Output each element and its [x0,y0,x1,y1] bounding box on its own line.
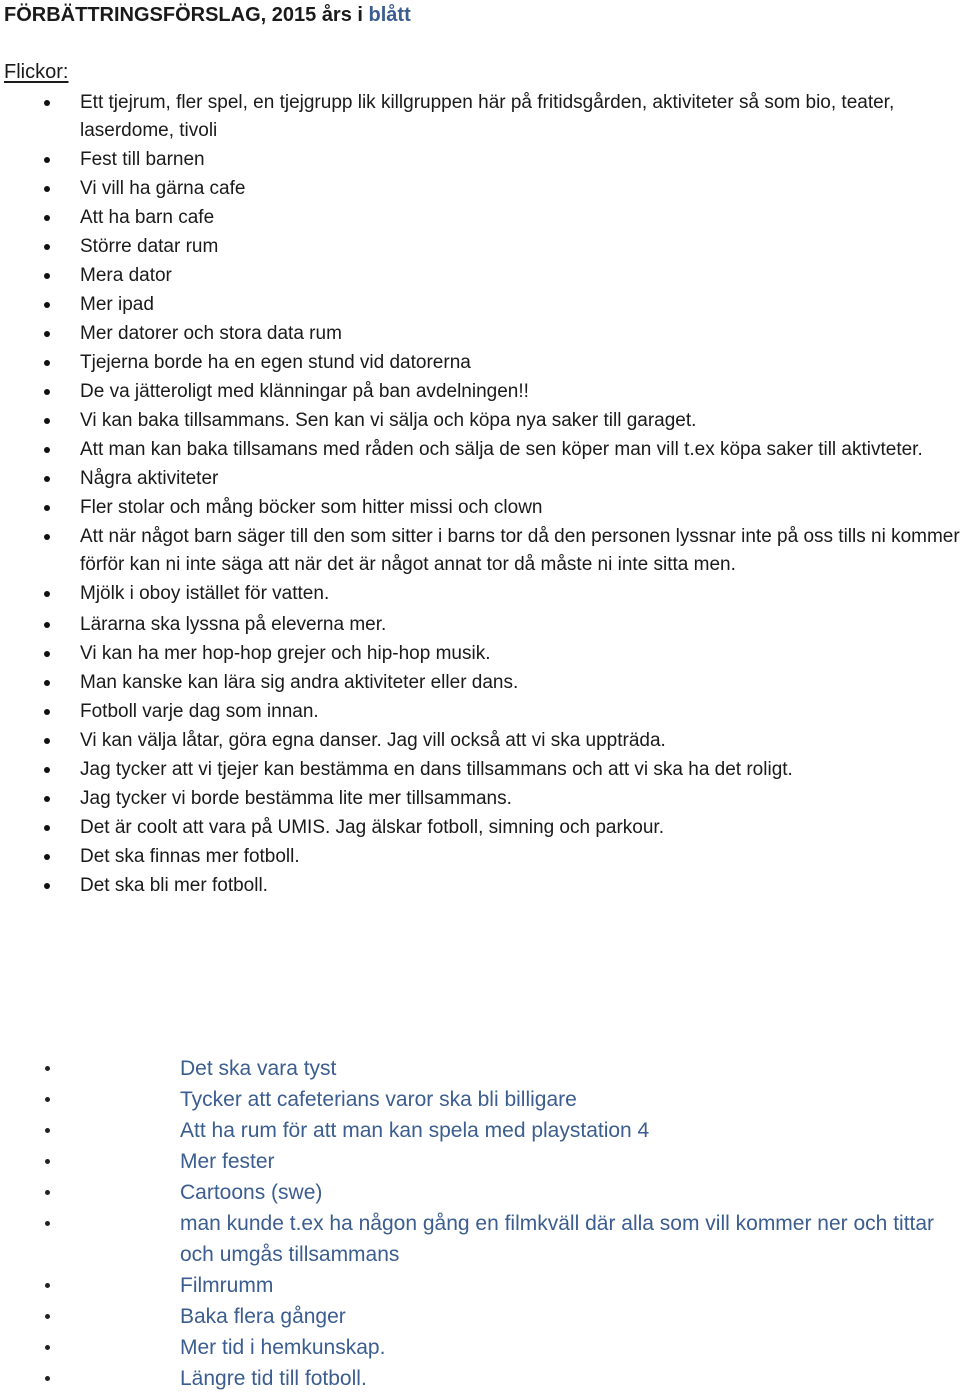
list-item: Tjejerna borde ha en egen stund vid datorerna [0,349,960,377]
suggestions-list-blue [0,1053,960,1394]
list-item: Att ha rum för att man kan spela med playstation 4 [0,1115,960,1146]
list-item: Mer datorer och stora data rum [0,320,960,348]
list-item: Vi vill ha gärna cafe [0,175,960,203]
list-item: Att ha barn cafe [0,204,960,232]
list-item: Mer ipad [0,291,960,319]
list-item: Jag tycker vi borde bestämma lite mer tillsammans. [0,785,960,813]
list-item: Mer fester [0,1146,960,1177]
list-item: Fest till barnen [0,146,960,174]
list-item: Några aktiviteter [0,465,960,493]
list-item: Det ska bli mer fotboll. [0,872,960,900]
list-item: man kunde t.ex ha någon gång en filmkväll där alla som vill kommer ner och tittar och umgås tillsammans [0,1208,960,1270]
suggestions-list-black [0,89,960,901]
title-blue-word: blått [368,4,411,26]
list-item: Att man kan baka tillsamans med råden och sälja de sen köper man vill t.ex köpa saker till aktivteter. [0,436,960,464]
list-item: Mjölk i oboy istället för vatten. [0,580,960,608]
list-item: Ett tjejrum, fler spel, en tjejgrupp lik killgruppen här på fritidsgården, aktiviteter så som bio, teater, laserdome, tivoli [0,89,960,145]
list-item: Det ska finnas mer fotboll. [0,843,960,871]
list-item: Jag tycker att vi tjejer kan bestämma en dans tillsammans och att vi ska ha det roligt. [0,756,960,784]
list-item: Att när något barn säger till den som sitter i barns tor då den personen lyssnar inte på oss tills ni kommer förför kan ni inte säga att när det är något annat tor då måste ni inte sitta men. [0,523,960,579]
list-item: Det ska vara tyst [0,1053,960,1084]
list-item: Tycker att cafeterians varor ska bli billigare [0,1084,960,1115]
list-item: Lärarna ska lyssna på eleverna mer. [0,611,960,639]
list-item: Mer tid i hemkunskap. [0,1332,960,1363]
list-item: Fler stolar och mång böcker som hitter missi och clown [0,494,960,522]
list-item: Cartoons (swe) [0,1177,960,1208]
title-main: FÖRBÄTTRINGSFÖRSLAG, 2015 års i [4,4,363,26]
list-item: Vi kan välja låtar, göra egna danser. Jag vill också att vi ska uppträda. [0,727,960,755]
list-item: Fotboll varje dag som innan. [0,698,960,726]
list-item: Filmrumm [0,1270,960,1301]
list-item: Mera dator [0,262,960,290]
list-item: Baka flera gånger [0,1301,960,1332]
list-item: Längre tid till fotboll. [0,1363,960,1394]
list-item: Vi kan ha mer hop-hop grejer och hip-hop musik. [0,640,960,668]
list-item: De va jätteroligt med klänningar på ban avdelningen!! [0,378,960,406]
list-item: Större datar rum [0,233,960,261]
list-item: Vi kan baka tillsammans. Sen kan vi sälja och köpa nya saker till garaget. [0,407,960,435]
document-title [4,4,411,27]
list-item: Man kanske kan lära sig andra aktiviteter eller dans. [0,669,960,697]
section-label-flickor: Flickor: [4,61,69,83]
list-item: Det är coolt att vara på UMIS. Jag älskar fotboll, simning och parkour. [0,814,960,842]
